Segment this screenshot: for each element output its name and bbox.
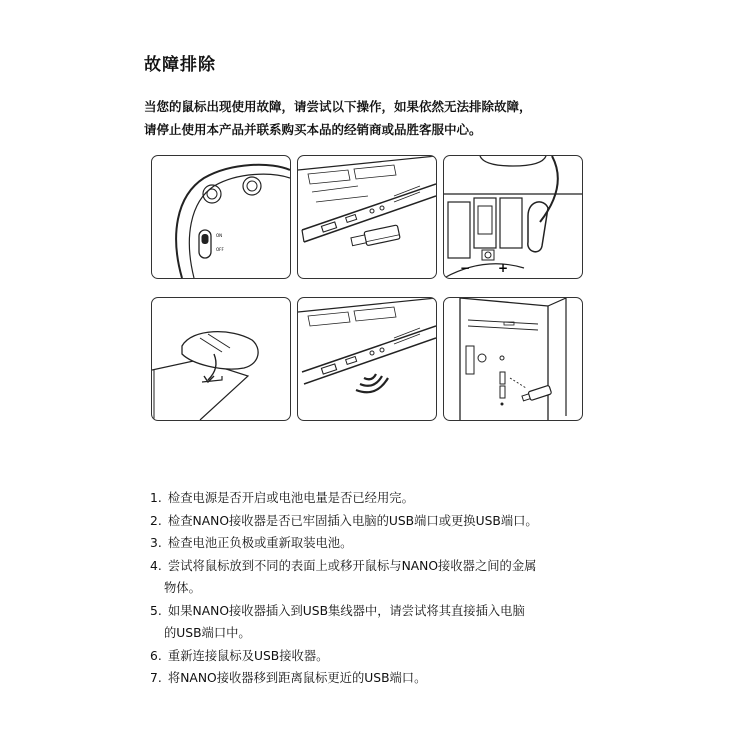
intro-line-1: 当您的鼠标出现使用故障，请尝试以下操作，如果依然无法排除故障， [144, 99, 532, 114]
switch-label-off: OFF [216, 247, 224, 252]
battery-compartment-drawing [444, 156, 582, 278]
illustration-desktop-usb [443, 297, 583, 421]
intro-text [144, 95, 604, 141]
step-7 [150, 667, 610, 690]
step-6 [150, 645, 610, 668]
step-text: 检查电池正负极或重新取装电池。 [167, 536, 353, 550]
battery-plus-label: + [498, 261, 509, 275]
troubleshooting-steps [150, 487, 610, 690]
illustration-laptop-signal [297, 297, 437, 421]
laptop-receiver-drawing [298, 156, 436, 278]
step-text: 将NANO接收器移到距离鼠标更近的USB端口。 [167, 671, 427, 685]
laptop-signal-drawing [298, 298, 436, 420]
page-title: 故障排除 [144, 55, 216, 75]
illustration-mouse-switch [151, 155, 291, 279]
step-number: 6. [150, 648, 162, 663]
step-text: 检查NANO接收器是否已牢固插入电脑的USB端口或更换USB端口。 [167, 513, 538, 528]
step-number: 5. [150, 603, 162, 618]
step-number: 2. [150, 513, 162, 528]
step-4 [150, 555, 610, 600]
step-1 [150, 487, 610, 510]
step-3 [150, 532, 610, 555]
step-number: 4. [150, 558, 162, 573]
step-number: 1. [150, 491, 162, 505]
illustration-mouse-surface [151, 297, 291, 421]
step-number: 7. [150, 671, 162, 685]
step-text: 检查电源是否开启或电池电量是否已经用完。 [167, 491, 414, 505]
mouse-underside-drawing [152, 156, 290, 278]
step-text: 如果NANO接收器插入到USB集线器中，请尝试将其直接插入电脑 [167, 603, 525, 618]
mouse-surface-drawing [152, 298, 290, 420]
step-number: 3. [150, 536, 162, 550]
illustration-battery [443, 155, 583, 279]
desktop-usb-drawing [444, 298, 582, 420]
step-text-continued: 物体。 [164, 581, 201, 595]
step-text: 重新连接鼠标及USB接收器。 [167, 648, 329, 663]
step-text-continued: 的USB端口中。 [164, 626, 251, 640]
step-5 [150, 600, 610, 645]
step-text: 尝试将鼠标放到不同的表面上或移开鼠标与NANO接收器之间的金属 [167, 558, 537, 573]
battery-minus-label: − [460, 261, 471, 275]
switch-label-on: ON [216, 233, 223, 238]
illustration-laptop-receiver [297, 155, 437, 279]
intro-line-2: 请停止使用本产品并联系购买本品的经销商或品胜客服中心。 [144, 122, 482, 137]
step-2 [150, 510, 610, 533]
